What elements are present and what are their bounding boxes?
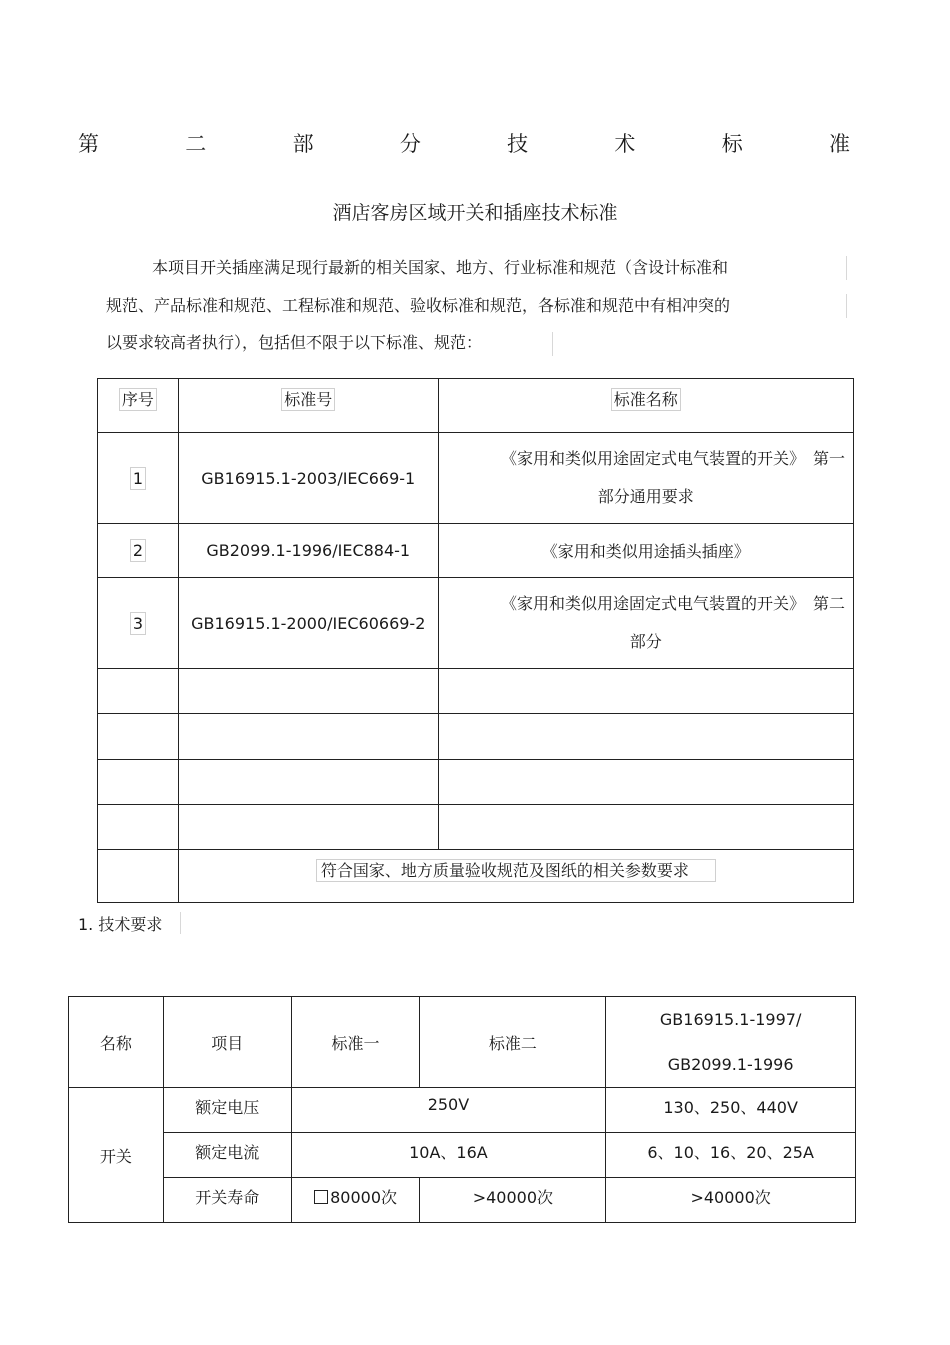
part-title-char: 二 [185, 132, 207, 156]
gb-value: 130、250、440V [606, 1088, 856, 1133]
divider [180, 912, 181, 934]
intro-paragraph [106, 256, 846, 356]
part-title-char: 第 [78, 132, 99, 156]
part-title-char: 分 [399, 132, 421, 156]
header-cell [438, 379, 853, 433]
item-label: 开关寿命 [163, 1178, 291, 1223]
item-label: 额定电压 [163, 1088, 291, 1133]
divider [846, 256, 847, 280]
header-label: 序号 [119, 388, 157, 411]
standards-table [97, 378, 854, 903]
standard-code: GB16915.1-2003/IEC669-1 [178, 433, 438, 524]
row-number: 3 [98, 578, 179, 669]
footer-note: 符合国家、地方质量验收规范及图纸的相关参数要求 [316, 859, 716, 882]
standard-code: GB2099.1-1996/IEC884-1 [178, 524, 438, 578]
table-row [98, 578, 854, 669]
std1-value: 80000次 [291, 1178, 420, 1223]
table-header-row [98, 379, 854, 433]
table-row-empty [98, 805, 854, 850]
checkbox-icon [314, 1190, 328, 1204]
header-cell: 标准一 [291, 997, 420, 1088]
footer-note-cell [178, 850, 853, 903]
table-header-row [69, 997, 856, 1088]
group-label: 开关 [69, 1088, 164, 1223]
intro-line-1: 本项目开关插座满足现行最新的相关国家、地方、行业标准和规范（含设计标准和 [152, 258, 729, 277]
gb-value: 6、10、16、20、25A [606, 1133, 856, 1178]
header-label: 标准号 [281, 388, 335, 411]
table-row [98, 524, 854, 578]
divider [846, 294, 847, 318]
section-heading: 1. 技术要求 [78, 915, 163, 934]
table-row [69, 1088, 856, 1133]
standard-name: 《家用和类似用途固定式电气装置的开关》 第一 部分通用要求 [438, 433, 853, 524]
document-subtitle: 酒店客房区域开关和插座技术标准 [332, 202, 618, 224]
std2-value: >40000次 [420, 1178, 606, 1223]
tech-requirements-table [68, 996, 856, 1223]
header-cell: 项目 [163, 997, 291, 1088]
divider [552, 332, 553, 356]
std-value: 10A、16A [291, 1133, 606, 1178]
table-row-empty [98, 714, 854, 760]
table-row-empty [98, 669, 854, 714]
table-row [69, 1133, 856, 1178]
header-cell: 标准二 [420, 997, 606, 1088]
gb-value: >40000次 [606, 1178, 856, 1223]
table-footer-row [98, 850, 854, 903]
part-title-char: 术 [614, 132, 636, 156]
table-row [69, 1178, 856, 1223]
table-row [98, 433, 854, 524]
part-title-char: 技 [507, 132, 529, 156]
std-value: 250V [291, 1088, 606, 1133]
intro-line-2: 规范、产品标准和规范、工程标准和规范、验收标准和规范，各标准和规范中有相冲突的 [106, 296, 731, 315]
part-title-char: 准 [828, 132, 850, 156]
row-number: 2 [98, 524, 179, 578]
table-row-empty [98, 760, 854, 805]
part-title-char: 标 [721, 132, 743, 156]
header-cell [98, 379, 179, 433]
standard-code: GB16915.1-2000/IEC60669-2 [178, 578, 438, 669]
header-cell [178, 379, 438, 433]
header-cell: 名称 [69, 997, 164, 1088]
part-title [78, 128, 850, 158]
standard-name: 《家用和类似用途插头插座》 [438, 524, 853, 578]
row-number: 1 [98, 433, 179, 524]
header-cell: GB16915.1-1997/ GB2099.1-1996 [606, 997, 856, 1088]
header-label: 标准名称 [611, 388, 681, 411]
part-title-char: 部 [292, 132, 314, 156]
standard-name: 《家用和类似用途固定式电气装置的开关》 第二 部分 [438, 578, 853, 669]
item-label: 额定电流 [163, 1133, 291, 1178]
intro-line-3: 以要求较高者执行），包括但不限于以下标准、规范： [106, 333, 483, 352]
